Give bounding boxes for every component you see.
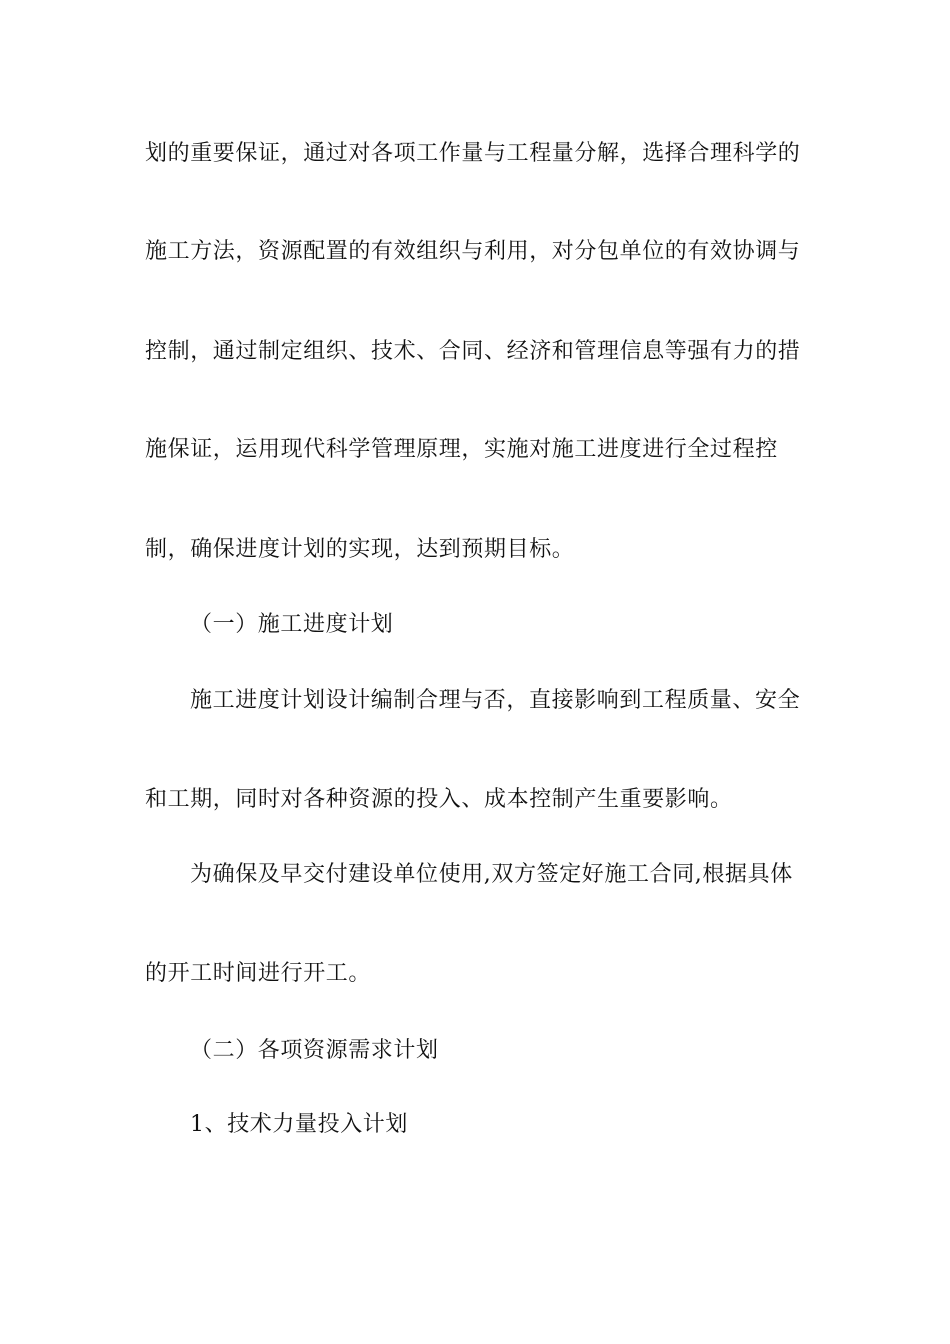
section-1-heading: （一）施工进度计划	[190, 612, 394, 637]
paragraph-1-line-1: 划的重要保证，通过对各项工作量与工程量分解，选择合理科学的	[145, 141, 801, 166]
paragraph-1-line-2: 施工方法，资源配置的有效组织与利用，对分包单位的有效协调与	[145, 239, 801, 264]
paragraph-1-line-4: 施保证，运用现代科学管理原理，实施对施工进度进行全过程控	[145, 437, 778, 462]
paragraph-1-line-5: 制，确保进度计划的实现，达到预期目标。	[145, 537, 575, 562]
paragraph-3-line-2: 的开工时间进行开工。	[145, 961, 372, 986]
section-2-heading: （二）各项资源需求计划	[190, 1038, 439, 1063]
paragraph-2-line-1: 施工进度计划设计编制合理与否，直接影响到工程质量、安全	[190, 688, 801, 713]
paragraph-1-line-3: 控制，通过制定组织、技术、合同、经济和管理信息等强有力的措	[145, 339, 801, 364]
paragraph-3-line-1: 为确保及早交付建设单位使用,双方签定好施工合同,根据具体	[190, 862, 793, 887]
paragraph-2-line-2: 和工期，同时对各种资源的投入、成本控制产生重要影响。	[145, 787, 733, 812]
subsection-1-heading: 1、技术力量投入计划	[190, 1112, 408, 1137]
